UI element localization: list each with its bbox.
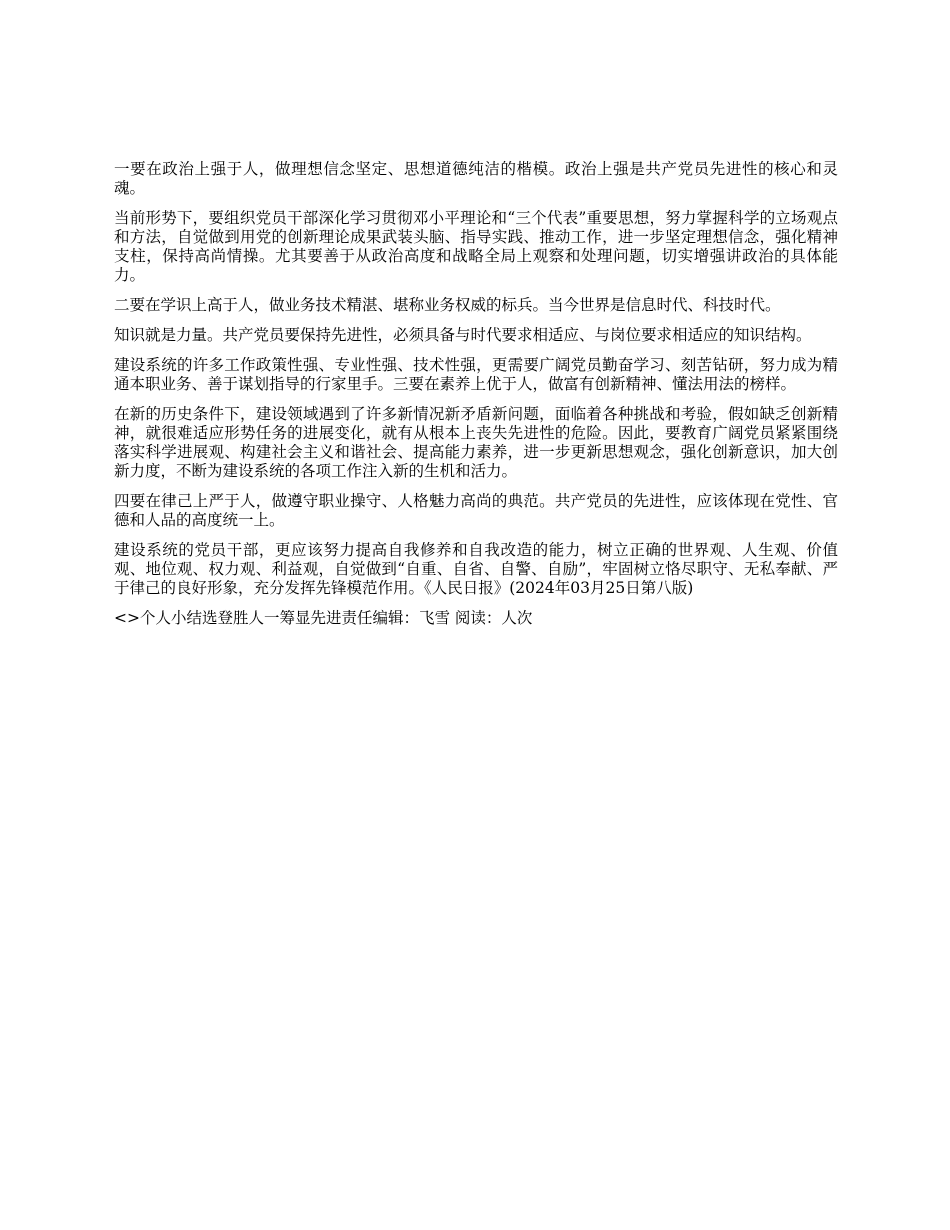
- paragraph-political-strength: 一要在政治上强于人，做理想信念坚定、思想道德纯洁的楷模。政治上强是共产党员先进性的核心和灵魂。: [114, 160, 838, 197]
- paragraph-self-discipline: 四要在律己上严于人，做遵守职业操守、人格魅力高尚的典范。共产党员的先进性，应该体现在党性、官德和人品的高度统一上。: [114, 492, 838, 529]
- paragraph-party-members-conduct: 建设系统的党员干部，更应该努力提高自我修养和自我改造的能力，树立正确的世界观、人生观、价值观、地位观、权力观、利益观，自觉做到“自重、自省、自警、自励”，牢固树立恪尽职守、无私奉献、严于律己的良好形象，充分发挥先锋模范作用。《人民日报》(2024年03月25日第八版): [114, 541, 838, 597]
- paragraph-current-situation: 当前形势下，要组织党员干部深化学习贯彻邓小平理论和“三个代表”重要思想，努力掌握科学的立场观点和方法，自觉做到用党的创新理论成果武装头脑、指导实践、推动工作，进一步坚定理想信念，强化精神支柱，保持高尚情操。尤其要善于从政治高度和战略全局上观察和处理问题，切实增强讲政治的具体能力。: [114, 209, 838, 284]
- paragraph-new-historical-conditions: 在新的历史条件下，建设领域遇到了许多新情况新矛盾新问题，面临着各种挑战和考验，假如缺乏创新精神，就很难适应形势任务的进展变化，就有从根本上丧失先进性的危险。因此，要教育广阔党员紧紧围绕落实科学进展观、构建社会主义和谐社会、提高能力素养，进一步更新思想观念，强化创新意识，加大创新力度，不断为建设系统的各项工作注入新的生机和活力。: [114, 405, 838, 480]
- paragraph-knowledge-is-power: 知识就是力量。共产党员要保持先进性，必须具备与时代要求相适应、与岗位要求相适应的知识结构。: [114, 326, 812, 344]
- document-body: [114, 160, 838, 628]
- paragraph-footer-editor-line: <>个人小结选登胜人一筹显先进责任编辑：飞雪 阅读：人次: [114, 609, 533, 627]
- paragraph-knowledge-strength: 二要在学识上高于人，做业务技术精湛、堪称业务权威的标兵。当今世界是信息时代、科技时代。: [114, 296, 781, 314]
- paragraph-construction-system-work: 建设系统的许多工作政策性强、专业性强、技术性强，更需要广阔党员勤奋学习、刻苦钻研，努力成为精通本职业务、善于谋划指导的行家里手。三要在素养上优于人，做富有创新精神、懂法用法的榜样。: [114, 356, 838, 393]
